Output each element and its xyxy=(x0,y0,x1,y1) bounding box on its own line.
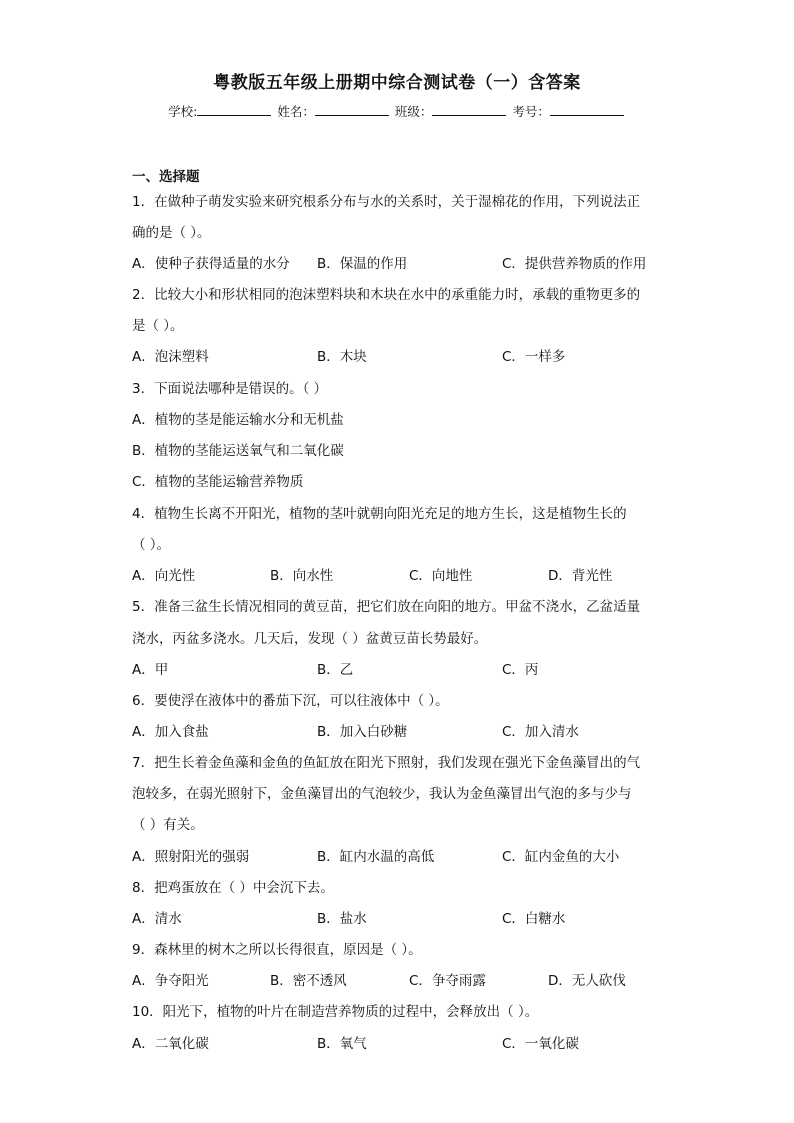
question-4-text: 4．植物生长离不开阳光，植物的茎叶就朝向阳光充足的地方生长，这是植物生长的 xyxy=(132,506,627,522)
question-4-option-b[interactable]: B．向水性 xyxy=(270,568,334,584)
question-10-option-c[interactable]: C．一氧化碳 xyxy=(502,1036,579,1052)
question-6-text: 6．要使浮在液体中的番茄下沉，可以往液体中（ ）。 xyxy=(132,693,449,709)
question-3-option-b[interactable]: B．植物的茎能运送氧气和二氧化碳 xyxy=(132,443,344,459)
question-8-text: 8．把鸡蛋放在（ ）中会沉下去。 xyxy=(132,880,334,896)
question-2-text: 是（ ）。 xyxy=(132,318,184,334)
question-7-text: （ ）有关。 xyxy=(132,817,204,833)
section-heading: 一、选择题 xyxy=(132,169,200,185)
page-title: 粤教版五年级上册期中综合测试卷（一）含答案 xyxy=(213,73,581,93)
question-9-option-d[interactable]: D．无人砍伐 xyxy=(548,973,626,989)
question-7-text: 泡较多，在弱光照射下，金鱼藻冒出的气泡较少，我认为金鱼藻冒出气泡的多与少与 xyxy=(132,786,632,802)
question-3-text: 3．下面说法哪种是错误的。（ ） xyxy=(132,381,328,397)
question-4-options xyxy=(132,567,672,585)
question-6-option-b[interactable]: B．加入白砂糖 xyxy=(317,724,408,740)
question-8-options xyxy=(132,910,672,928)
question-9-text: 9．森林里的树木之所以长得很直，原因是（ ）。 xyxy=(132,942,422,958)
question-5-text: 5．准备三盆生长情况相同的黄豆苗，把它们放在向阳的地方。甲盆不浇水，乙盆适量 xyxy=(132,599,641,615)
question-4-option-c[interactable]: C．向地性 xyxy=(409,568,473,584)
question-9-option-c[interactable]: C．争夺雨露 xyxy=(409,973,486,989)
exam-number-blank[interactable] xyxy=(550,103,624,116)
question-3-option-c[interactable]: C．植物的茎能运输营养物质 xyxy=(132,474,304,490)
school-blank[interactable] xyxy=(197,103,271,116)
question-1-option-b[interactable]: B．保温的作用 xyxy=(317,256,408,272)
question-9-options xyxy=(132,972,672,990)
exam-number-label: 考号： xyxy=(512,104,550,119)
question-10-option-a[interactable]: A．二氧化碳 xyxy=(132,1036,209,1052)
question-5-option-b[interactable]: B．乙 xyxy=(317,662,354,678)
question-1-options xyxy=(132,255,672,273)
question-7-text: 7．把生长着金鱼藻和金鱼的鱼缸放在阳光下照射，我们发现在强光下金鱼藻冒出的气 xyxy=(132,755,641,771)
question-2-option-a[interactable]: A．泡沫塑料 xyxy=(132,349,209,365)
question-10-options xyxy=(132,1035,672,1053)
question-8-option-b[interactable]: B．盐水 xyxy=(317,911,367,927)
question-7-option-b[interactable]: B．缸内水温的高低 xyxy=(317,849,435,865)
question-2-option-b[interactable]: B．木块 xyxy=(317,349,367,365)
question-5-options xyxy=(132,661,672,679)
student-info-line xyxy=(0,102,794,120)
question-8-option-c[interactable]: C．白糖水 xyxy=(502,911,566,927)
question-1-option-c[interactable]: C．提供营养物质的作用 xyxy=(502,256,647,272)
question-2-option-c[interactable]: C．一样多 xyxy=(502,349,566,365)
question-1-option-a[interactable]: A．使种子获得适量的水分 xyxy=(132,256,290,272)
question-10-text: 10．阳光下，植物的叶片在制造营养物质的过程中，会释放出（ ）。 xyxy=(132,1004,539,1020)
question-6-option-c[interactable]: C．加入清水 xyxy=(502,724,579,740)
question-1-text: 确的是（ ）。 xyxy=(132,225,211,241)
name-blank[interactable] xyxy=(315,103,389,116)
question-10-option-b[interactable]: B．氧气 xyxy=(317,1036,367,1052)
question-4-option-a[interactable]: A．向光性 xyxy=(132,568,196,584)
question-7-options xyxy=(132,848,672,866)
question-4-text: （ ）。 xyxy=(132,537,171,553)
question-8-option-a[interactable]: A．清水 xyxy=(132,911,182,927)
question-7-option-a[interactable]: A．照射阳光的强弱 xyxy=(132,849,250,865)
question-2-options xyxy=(132,348,672,366)
school-field xyxy=(168,102,273,120)
name-field xyxy=(277,102,391,120)
class-blank[interactable] xyxy=(432,103,506,116)
question-6-option-a[interactable]: A．加入食盐 xyxy=(132,724,209,740)
question-9-option-a[interactable]: A．争夺阳光 xyxy=(132,973,209,989)
question-9-option-b[interactable]: B．密不透风 xyxy=(270,973,347,989)
question-5-text: 浇水，丙盆多浇水。几天后，发现（ ）盆黄豆苗长势最好。 xyxy=(132,631,488,647)
name-label: 姓名： xyxy=(277,104,315,119)
question-5-option-a[interactable]: A．甲 xyxy=(132,662,169,678)
exam-number-field xyxy=(512,102,626,120)
question-7-option-c[interactable]: C．缸内金鱼的大小 xyxy=(502,849,620,865)
question-5-option-c[interactable]: C．丙 xyxy=(502,662,539,678)
class-field xyxy=(395,102,509,120)
question-4-option-d[interactable]: D．背光性 xyxy=(548,568,613,584)
question-1-text: 1．在做种子萌发实验来研究根系分布与水的关系时，关于湿棉花的作用，下列说法正 xyxy=(132,194,641,210)
school-label: 学校: xyxy=(168,104,198,119)
question-6-options xyxy=(132,723,672,741)
question-2-text: 2．比较大小和形状相同的泡沫塑料块和木块在水中的承重能力时，承载的重物更多的 xyxy=(132,287,641,303)
class-label: 班级： xyxy=(394,104,433,119)
question-3-option-a[interactable]: A．植物的茎是能运输水分和无机盐 xyxy=(132,412,344,428)
